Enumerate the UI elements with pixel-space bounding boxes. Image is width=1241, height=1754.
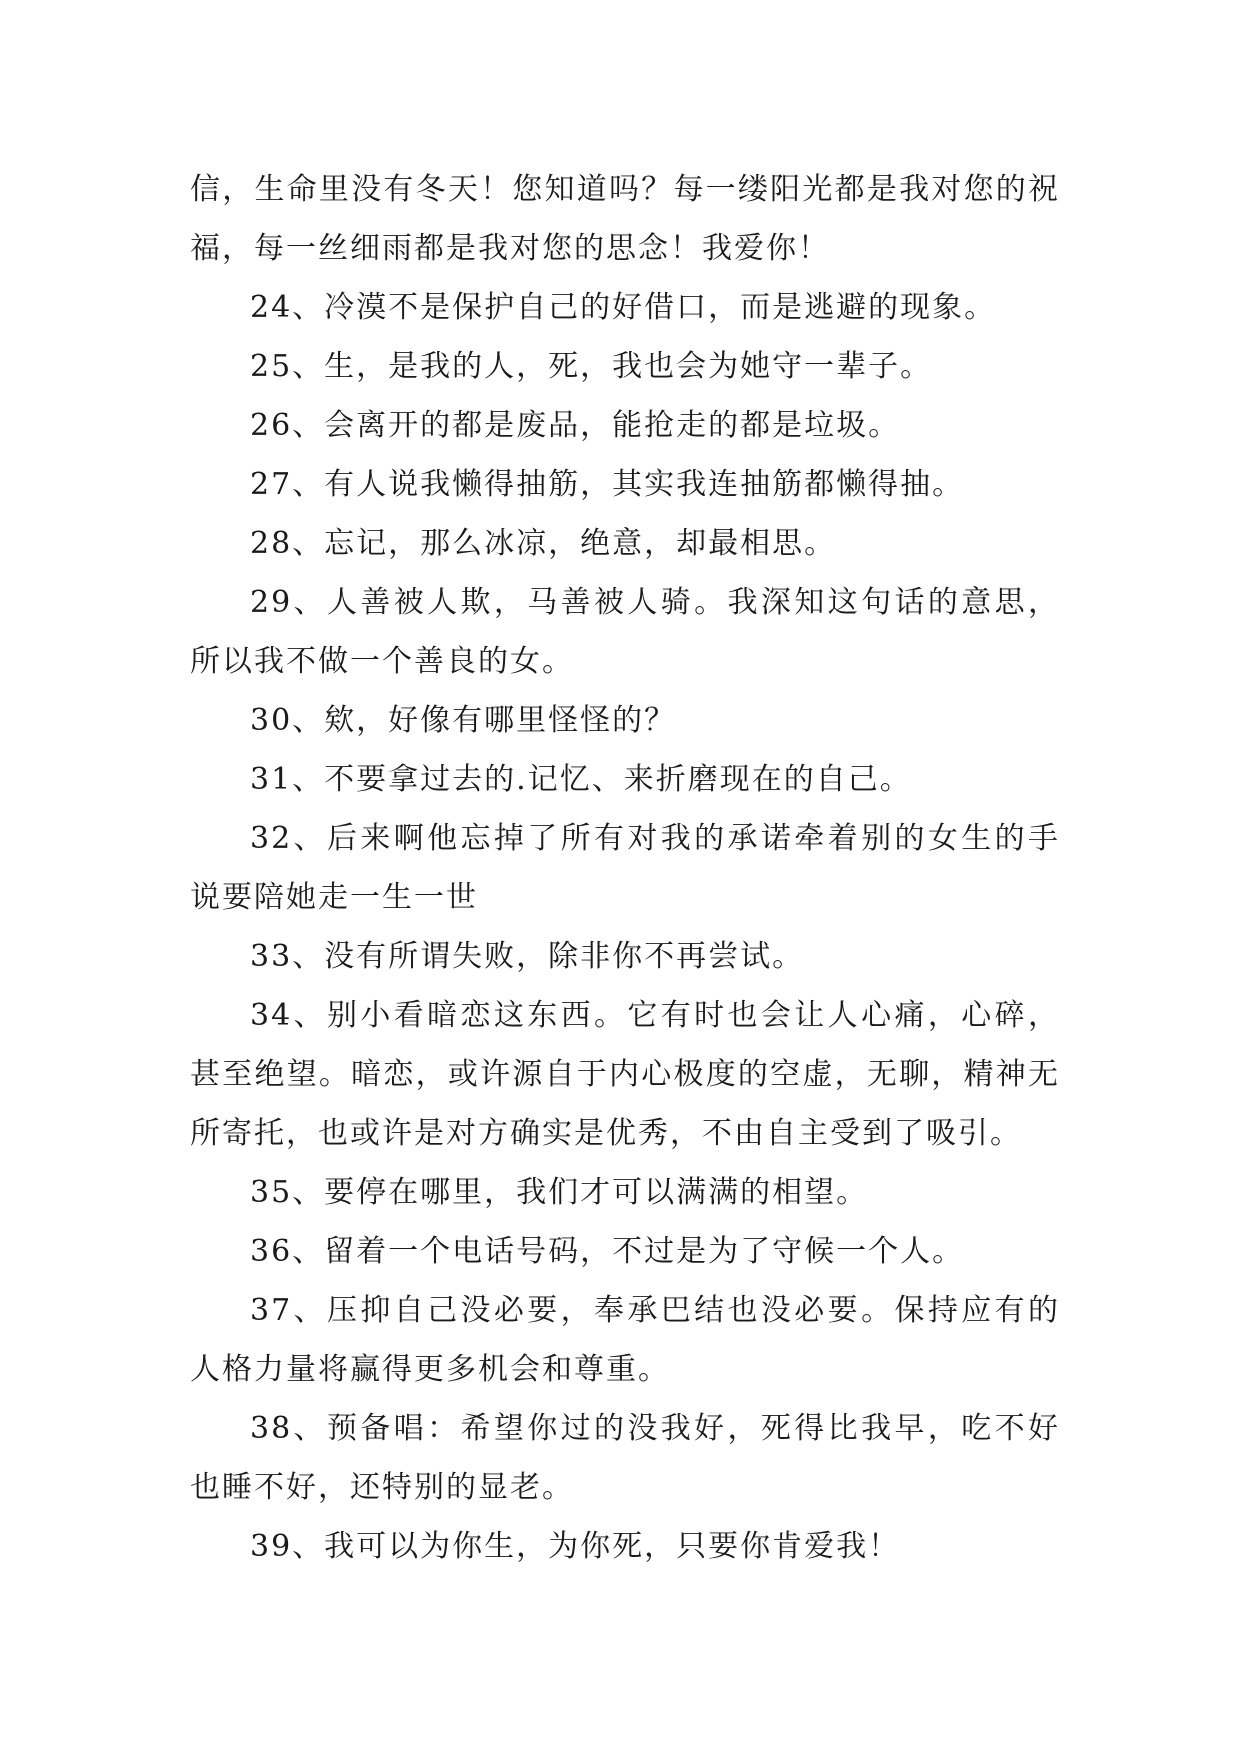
paragraph-item-38: 38、预备唱：希望你过的没我好，死得比我早，吃不好也睡不好，还特别的显老。: [190, 1411, 1060, 1505]
paragraph-item-34: 34、别小看暗恋这东西。它有时也会让人心痛，心碎，甚至绝望。暗恋，或许源自于内心极度的空虚，无聊，精神无所寄托，也或许是对方确实是优秀，不由自主受到了吸引。: [190, 998, 1060, 1151]
paragraph-item-27: 27、有人说我懒得抽筋，其实我连抽筋都懒得抽。: [250, 467, 965, 502]
paragraph-item-29: 29、人善被人欺，马善被人骑。我深知这句话的意思，所以我不做一个善良的女。: [190, 585, 1060, 679]
paragraph-item-36: 36、留着一个电话号码，不过是为了守候一个人。: [250, 1234, 965, 1269]
paragraph-item-31: 31、不要拿过去的.记忆、来折磨现在的自己。: [250, 762, 912, 797]
paragraph-item-32: 32、后来啊他忘掉了所有对我的承诺牵着别的女生的手说要陪她走一生一世: [190, 821, 1060, 915]
paragraph-item-28: 28、忘记，那么冰凉，绝意，却最相思。: [250, 526, 837, 561]
paragraph-item-30: 30、欸，好像有哪里怪怪的？: [250, 703, 677, 738]
paragraph-item-25: 25、生，是我的人，死，我也会为她守一辈子。: [250, 349, 933, 384]
paragraph-item-37: 37、压抑自己没必要，奉承巴结也没必要。保持应有的人格力量将赢得更多机会和尊重。: [190, 1293, 1060, 1387]
document-body: [190, 160, 1060, 1576]
paragraph-item-24: 24、冷漠不是保护自己的好借口，而是逃避的现象。: [250, 290, 997, 325]
paragraph-item-39: 39、我可以为你生，为你死，只要你肯爱我！: [250, 1529, 901, 1564]
paragraph-item-35: 35、要停在哪里，我们才可以满满的相望。: [250, 1175, 869, 1210]
paragraph-continuation: 信，生命里没有冬天！您知道吗？每一缕阳光都是我对您的祝福，每一丝细雨都是我对您的思念！我爱你！: [190, 172, 1060, 266]
paragraph-item-33: 33、没有所谓失败，除非你不再尝试。: [250, 939, 805, 974]
paragraph-item-26: 26、会离开的都是废品，能抢走的都是垃圾。: [250, 408, 901, 443]
